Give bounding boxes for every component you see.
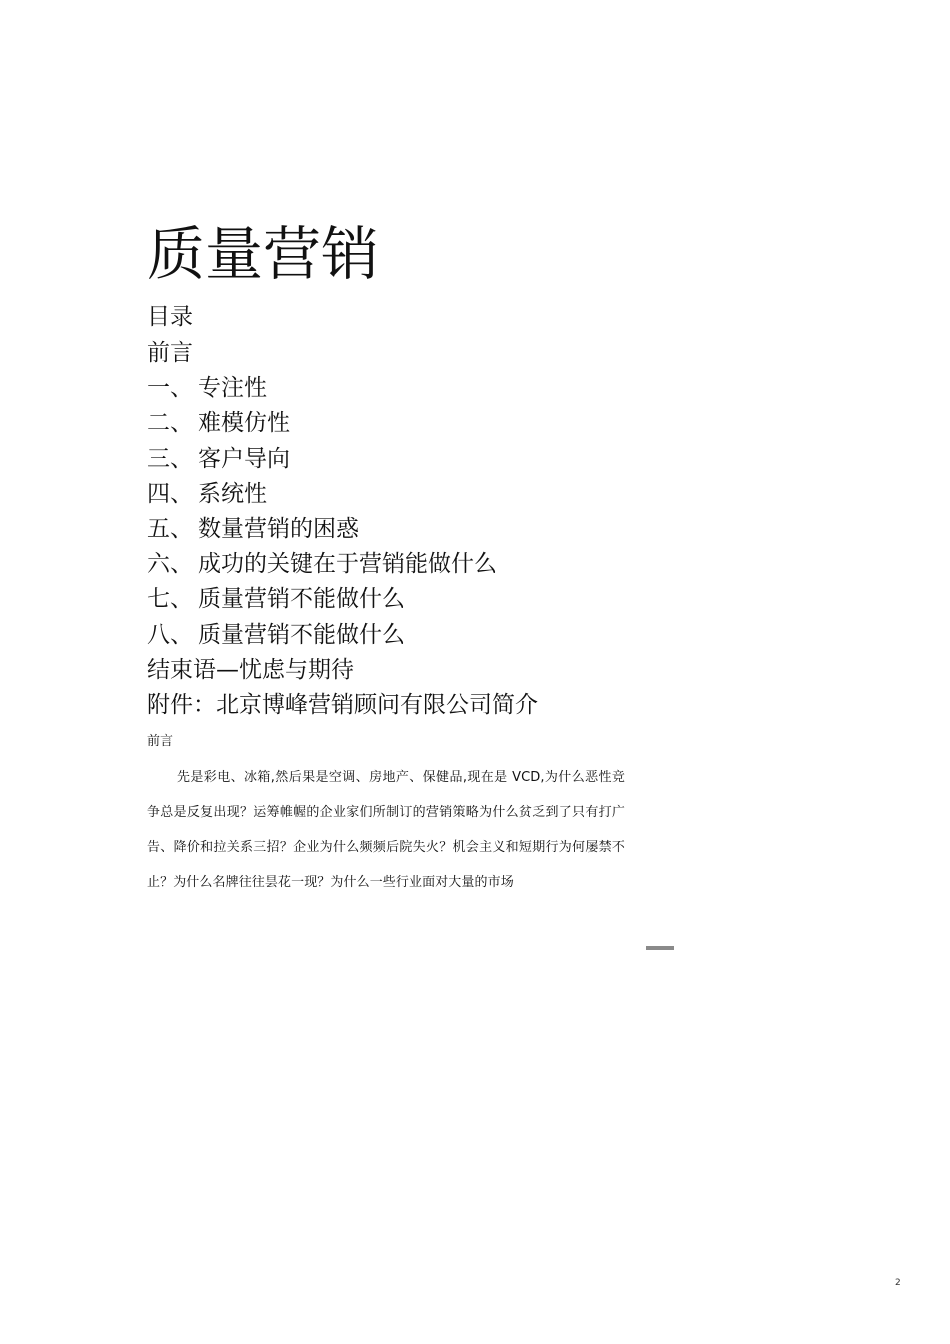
toc-item-label: 数量营销的困惑 [198,515,359,542]
toc-item-number: 三、 [147,445,193,472]
toc-item [147,477,538,512]
section-heading: 前言 [147,734,174,749]
toc-item-label: 附件：北京博峰营销顾问有限公司简介 [147,691,538,718]
toc-item-number: 四、 [147,480,193,507]
toc-item-number: 五、 [147,515,193,542]
toc-item [147,653,538,688]
toc-item-label: 前言 [147,340,193,366]
toc-item [147,512,538,547]
toc-item-label: 客户导向 [198,445,290,472]
toc-item [147,406,538,441]
toc-item [147,336,538,371]
toc-list [147,336,538,723]
toc-item [147,582,538,617]
divider-mark [646,946,674,950]
toc-item-label: 难模仿性 [198,410,290,437]
toc-heading: 目录 [147,304,193,330]
toc-item-number: 一、 [147,375,193,402]
page-number: 2 [895,1278,901,1288]
toc-item-number: 二、 [147,410,193,437]
toc-item [147,547,538,582]
toc-item [147,688,538,723]
toc-item-label: 质量营销不能做什么 [198,586,405,613]
toc-item-label: 质量营销不能做什么 [198,621,405,648]
toc-item-number: 七、 [147,586,193,613]
body-paragraph: 先是彩电、冰箱,然后果是空调、房地产、保健品,现在是 VCD,为什么恶性竞争总是反复出现？运筹帷幄的企业家们所制订的营销策略为什么贫乏到了只有打广告、降价和拉关系三招？企业为什么频频后院失火？机会主义和短期行为何屡禁不止？为什么名牌往往昙花一现？为什么一些行业面对大量的市场 [147,770,625,890]
toc-item-label: 专注性 [198,375,267,402]
toc-item [147,442,538,477]
document-title: 质量营销 [147,220,380,288]
toc-item [147,371,538,406]
toc-item-label: 结束语—忧虑与期待 [147,656,354,683]
toc-item-number: 八、 [147,621,193,648]
toc-item-label: 系统性 [198,480,267,507]
toc-item-label: 成功的关键在于营销能做什么 [198,551,497,578]
toc-item-number: 六、 [147,551,193,578]
toc-item [147,618,538,653]
